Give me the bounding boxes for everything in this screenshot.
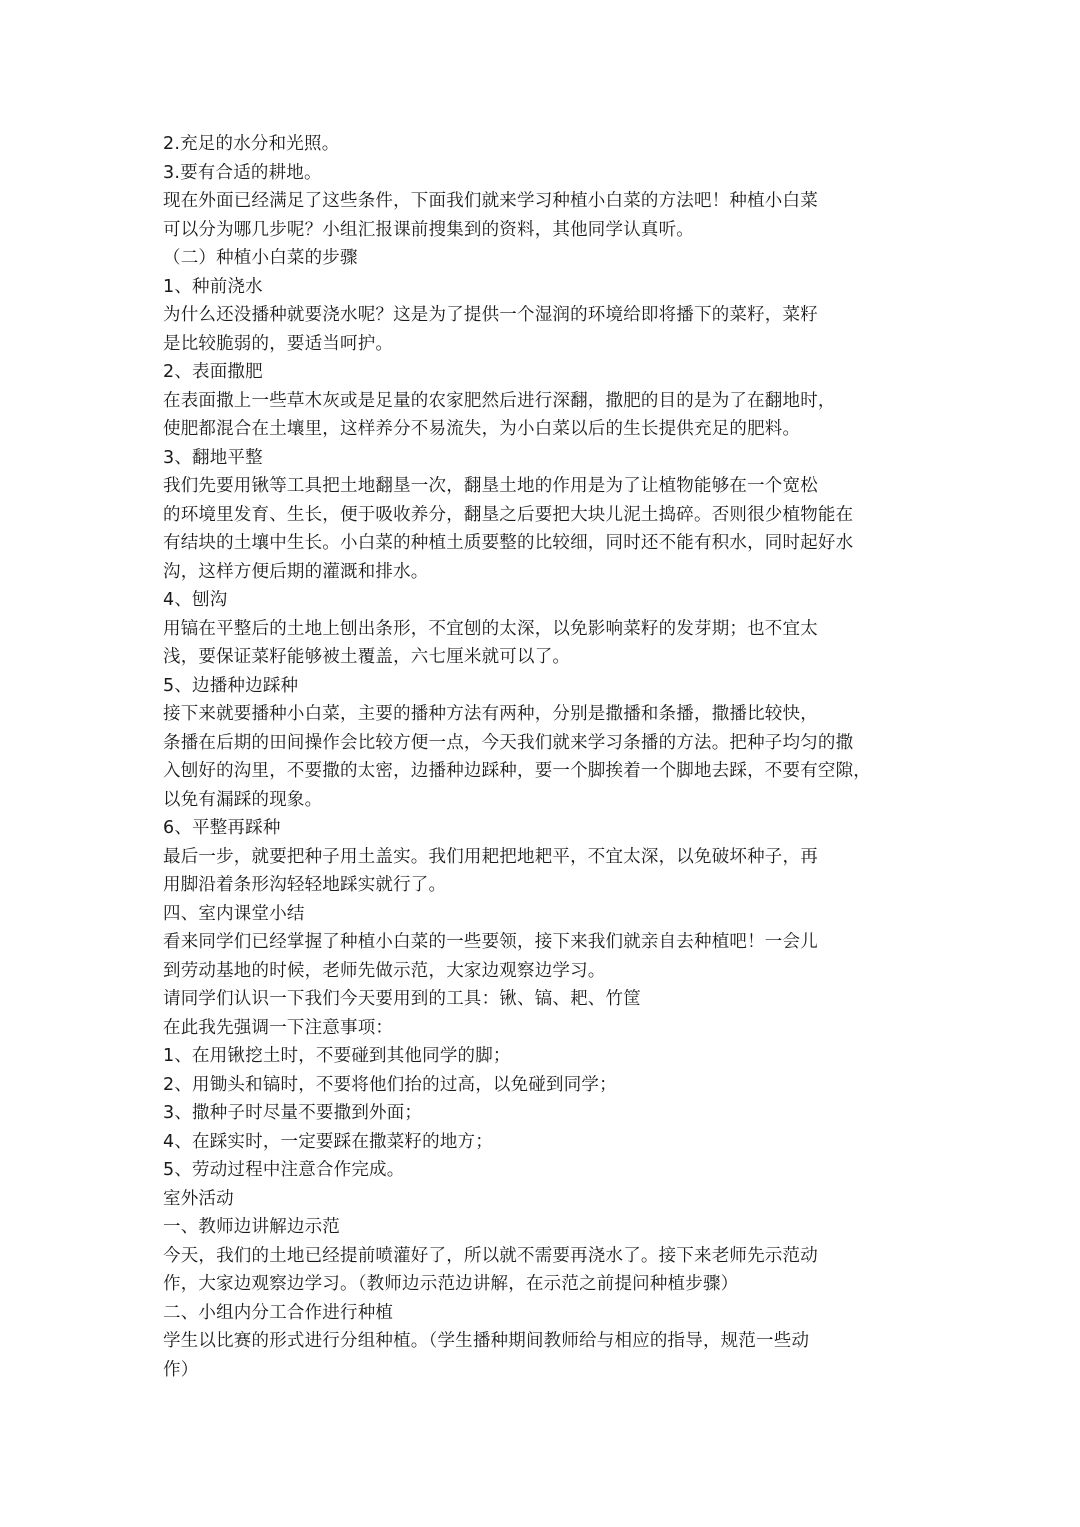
text-line: 的环境里发育、生长，便于吸收养分，翻垦之后要把大块儿泥土捣碎。否则很少植物能在: [163, 504, 854, 525]
text-line: 3.要有合适的耕地。: [163, 162, 322, 183]
text-line: 5、边播种边踩种: [163, 675, 299, 696]
text-line: 用脚沿着条形沟轻轻地踩实就行了。: [163, 875, 447, 895]
text-line: 为什么还没播种就要浇水呢？这是为了提供一个湿润的环境给即将播下的菜籽，菜籽: [163, 305, 818, 325]
text-line: 2.充足的水分和光照。: [163, 134, 340, 154]
text-line: 作）: [163, 1359, 199, 1380]
text-line: 以免有漏踩的现象。: [163, 789, 323, 810]
text-line: 用镐在平整后的土地上刨出条形，不宜刨的太深，以免影响菜籽的发芽期；也不宜太: [163, 618, 818, 639]
text-line: 室外活动: [163, 1188, 234, 1209]
text-line: 到劳动基地的时候，老师先做示范，大家边观察边学习。: [163, 960, 606, 981]
text-line: 1、在用锹挖土时，不要碰到其他同学的脚；: [163, 1046, 511, 1066]
text-line: 可以分为哪几步呢？小组汇报课前搜集到的资料，其他同学认真听。: [163, 219, 694, 240]
text-line: 我们先要用锹等工具把土地翻垦一次，翻垦土地的作用是为了让植物能够在一个宽松: [163, 476, 818, 496]
text-line: 在表面撒上一些草木灰或是足量的农家肥然后进行深翻，撒肥的目的是为了在翻地时，: [163, 390, 836, 411]
text-line: 四、室内课堂小结: [163, 903, 305, 924]
text-line: 作，大家边观察边学习。（教师边示范边讲解，在示范之前提问种植步骤）: [163, 1274, 739, 1294]
text-line: 入刨好的沟里，不要撒的太密，边播种边踩种，要一个脚挨着一个脚地去踩，不要有空隙，: [163, 761, 871, 781]
text-line: 今天，我们的土地已经提前喷灌好了，所以就不需要再浇水了。接下来老师先示范动: [163, 1245, 818, 1266]
text-line: 最后一步，就要把种子用土盖实。我们用耙把地耙平，不宜太深，以免破坏种子，再: [163, 846, 818, 867]
text-line: 有结块的土壤中生长。小白菜的种植土质要整的比较细，同时还不能有积水，同时起好水: [163, 533, 854, 553]
text-line: 2、用锄头和镐时，不要将他们抬的过高，以免碰到同学；: [163, 1074, 617, 1095]
text-line: 3、撒种子时尽量不要撒到外面；: [163, 1103, 423, 1123]
text-line: 接下来就要播种小白菜，主要的播种方法有两种，分别是撒播和条播，撒播比较快，: [163, 704, 818, 724]
text-line: 请同学们认识一下我们今天要用到的工具：锹、镐、耙、竹筐: [163, 989, 641, 1009]
text-line: 在此我先强调一下注意事项：: [163, 1017, 394, 1038]
document-body: [163, 130, 923, 1384]
text-line: 二、小组内分工合作进行种植: [163, 1302, 394, 1323]
text-line: 条播在后期的田间操作会比较方便一点，今天我们就来学习条播的方法。把种子均匀的撒: [163, 732, 854, 753]
text-line: 看来同学们已经掌握了种植小白菜的一些要领，接下来我们就亲自去种植吧！一会儿: [163, 932, 818, 952]
text-line: 6、平整再踩种: [163, 818, 281, 838]
text-line: 是比较脆弱的，要适当呵护。: [163, 333, 394, 354]
text-line: 现在外面已经满足了这些条件，下面我们就来学习种植小白菜的方法吧！种植小白菜: [163, 191, 818, 211]
text-line: 使肥都混合在土壤里，这样养分不易流失，为小白菜以后的生长提供充足的肥料。: [163, 419, 801, 439]
text-line: 一、教师边讲解边示范: [163, 1217, 340, 1237]
text-line: 4、刨沟: [163, 590, 228, 610]
text-line: 2、表面撒肥: [163, 362, 263, 382]
text-line: 4、在踩实时，一定要踩在撒菜籽的地方；: [163, 1131, 493, 1152]
text-line: 5、劳动过程中注意合作完成。: [163, 1160, 405, 1180]
text-line: 浅，要保证菜籽能够被土覆盖，六七厘米就可以了。: [163, 647, 571, 667]
text-line: 沟，这样方便后期的灌溉和排水。: [163, 561, 429, 582]
text-line: 学生以比赛的形式进行分组种植。（学生播种期间教师给与相应的指导，规范一些动: [163, 1331, 810, 1351]
text-line: （二）种植小白菜的步骤: [163, 248, 358, 268]
text-line: 1、种前浇水: [163, 276, 263, 297]
text-line: 3、翻地平整: [163, 447, 263, 468]
